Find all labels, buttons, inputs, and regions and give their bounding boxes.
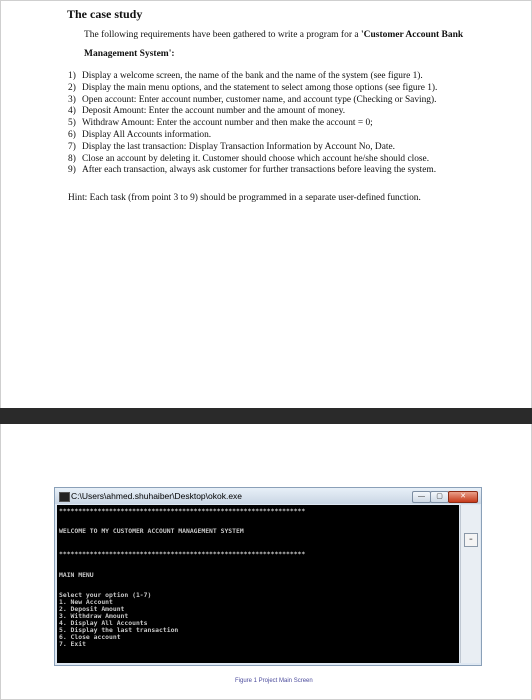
list-item: 9) After each transaction, always ask customer for further transactions before leaving the system.: [68, 165, 437, 176]
list-item: 4) Deposit Amount: Enter the account number and the amount of money.: [68, 106, 346, 117]
list-item: 8) Close an account by deleting it. Customer should choose which account he/she should close.: [68, 153, 430, 164]
console-app-icon: [59, 492, 70, 502]
list-item: 2) Display the main menu options, and the statement to select among those options (see figure 1).: [68, 82, 438, 93]
intro-system-name: 'Customer Account Bank Management System':: [84, 30, 464, 59]
case-study-title: The case study: [67, 7, 143, 21]
figure-caption: Figure 1 Project Main Screen: [235, 678, 313, 684]
console-line: 5. Display the last transaction: [59, 626, 179, 634]
console-line: 7. Exit: [59, 640, 86, 648]
intro-paragraph: [84, 26, 484, 64]
scroll-thumb[interactable]: ≡: [464, 533, 478, 547]
console-window: [54, 487, 482, 666]
intro-text: The following requirements have been gathered to write a program for a: [84, 30, 361, 40]
console-line: 4. Display All Accounts: [59, 619, 148, 627]
hint-text: Hint: Each task (from point 3 to 9) should be programmed in a separate user-defined function.: [68, 193, 421, 203]
window-title-bar[interactable]: [55, 488, 481, 504]
list-item: 5) Withdraw Amount: Enter the account number and then make the account = 0;: [68, 118, 373, 129]
console-line: 2. Deposit Amount: [59, 605, 125, 613]
list-item: 7) Display the last transaction: Display Transaction Information by Account No, Date.: [68, 141, 395, 152]
console-line: 6. Close account: [59, 633, 121, 641]
console-line: WELCOME TO MY CUSTOMER ACCOUNT MANAGEMENT SYSTEM: [59, 527, 244, 535]
minimize-button[interactable]: —: [412, 491, 431, 503]
requirements-list: [68, 71, 488, 177]
console-line: ****************************************************************: [59, 507, 306, 515]
list-item: 3) Open account: Enter account number, customer name, and account type (Checking or Saving).: [68, 94, 437, 105]
console-line: Select your option (1-7): [59, 591, 152, 599]
console-line: ****************************************************************: [59, 550, 306, 558]
console-scrollbar[interactable]: [460, 505, 480, 663]
window-title: C:\Users\ahmed.shuhaiber\Desktop\okok.exe: [71, 491, 243, 501]
list-item: 1) Display a welcome screen, the name of the bank and the name of the system (see figure 1).: [68, 71, 423, 81]
page-separator: [0, 408, 532, 424]
console-line: 1. New Account: [59, 598, 113, 606]
console-output[interactable]: [57, 505, 459, 663]
console-line: 3. Withdraw Amount: [59, 612, 129, 620]
list-item: 6) Display All Accounts information.: [68, 129, 212, 140]
close-button[interactable]: ✕: [448, 491, 478, 503]
maximize-button[interactable]: ▢: [430, 491, 449, 503]
console-line: MAIN MENU: [59, 571, 94, 579]
